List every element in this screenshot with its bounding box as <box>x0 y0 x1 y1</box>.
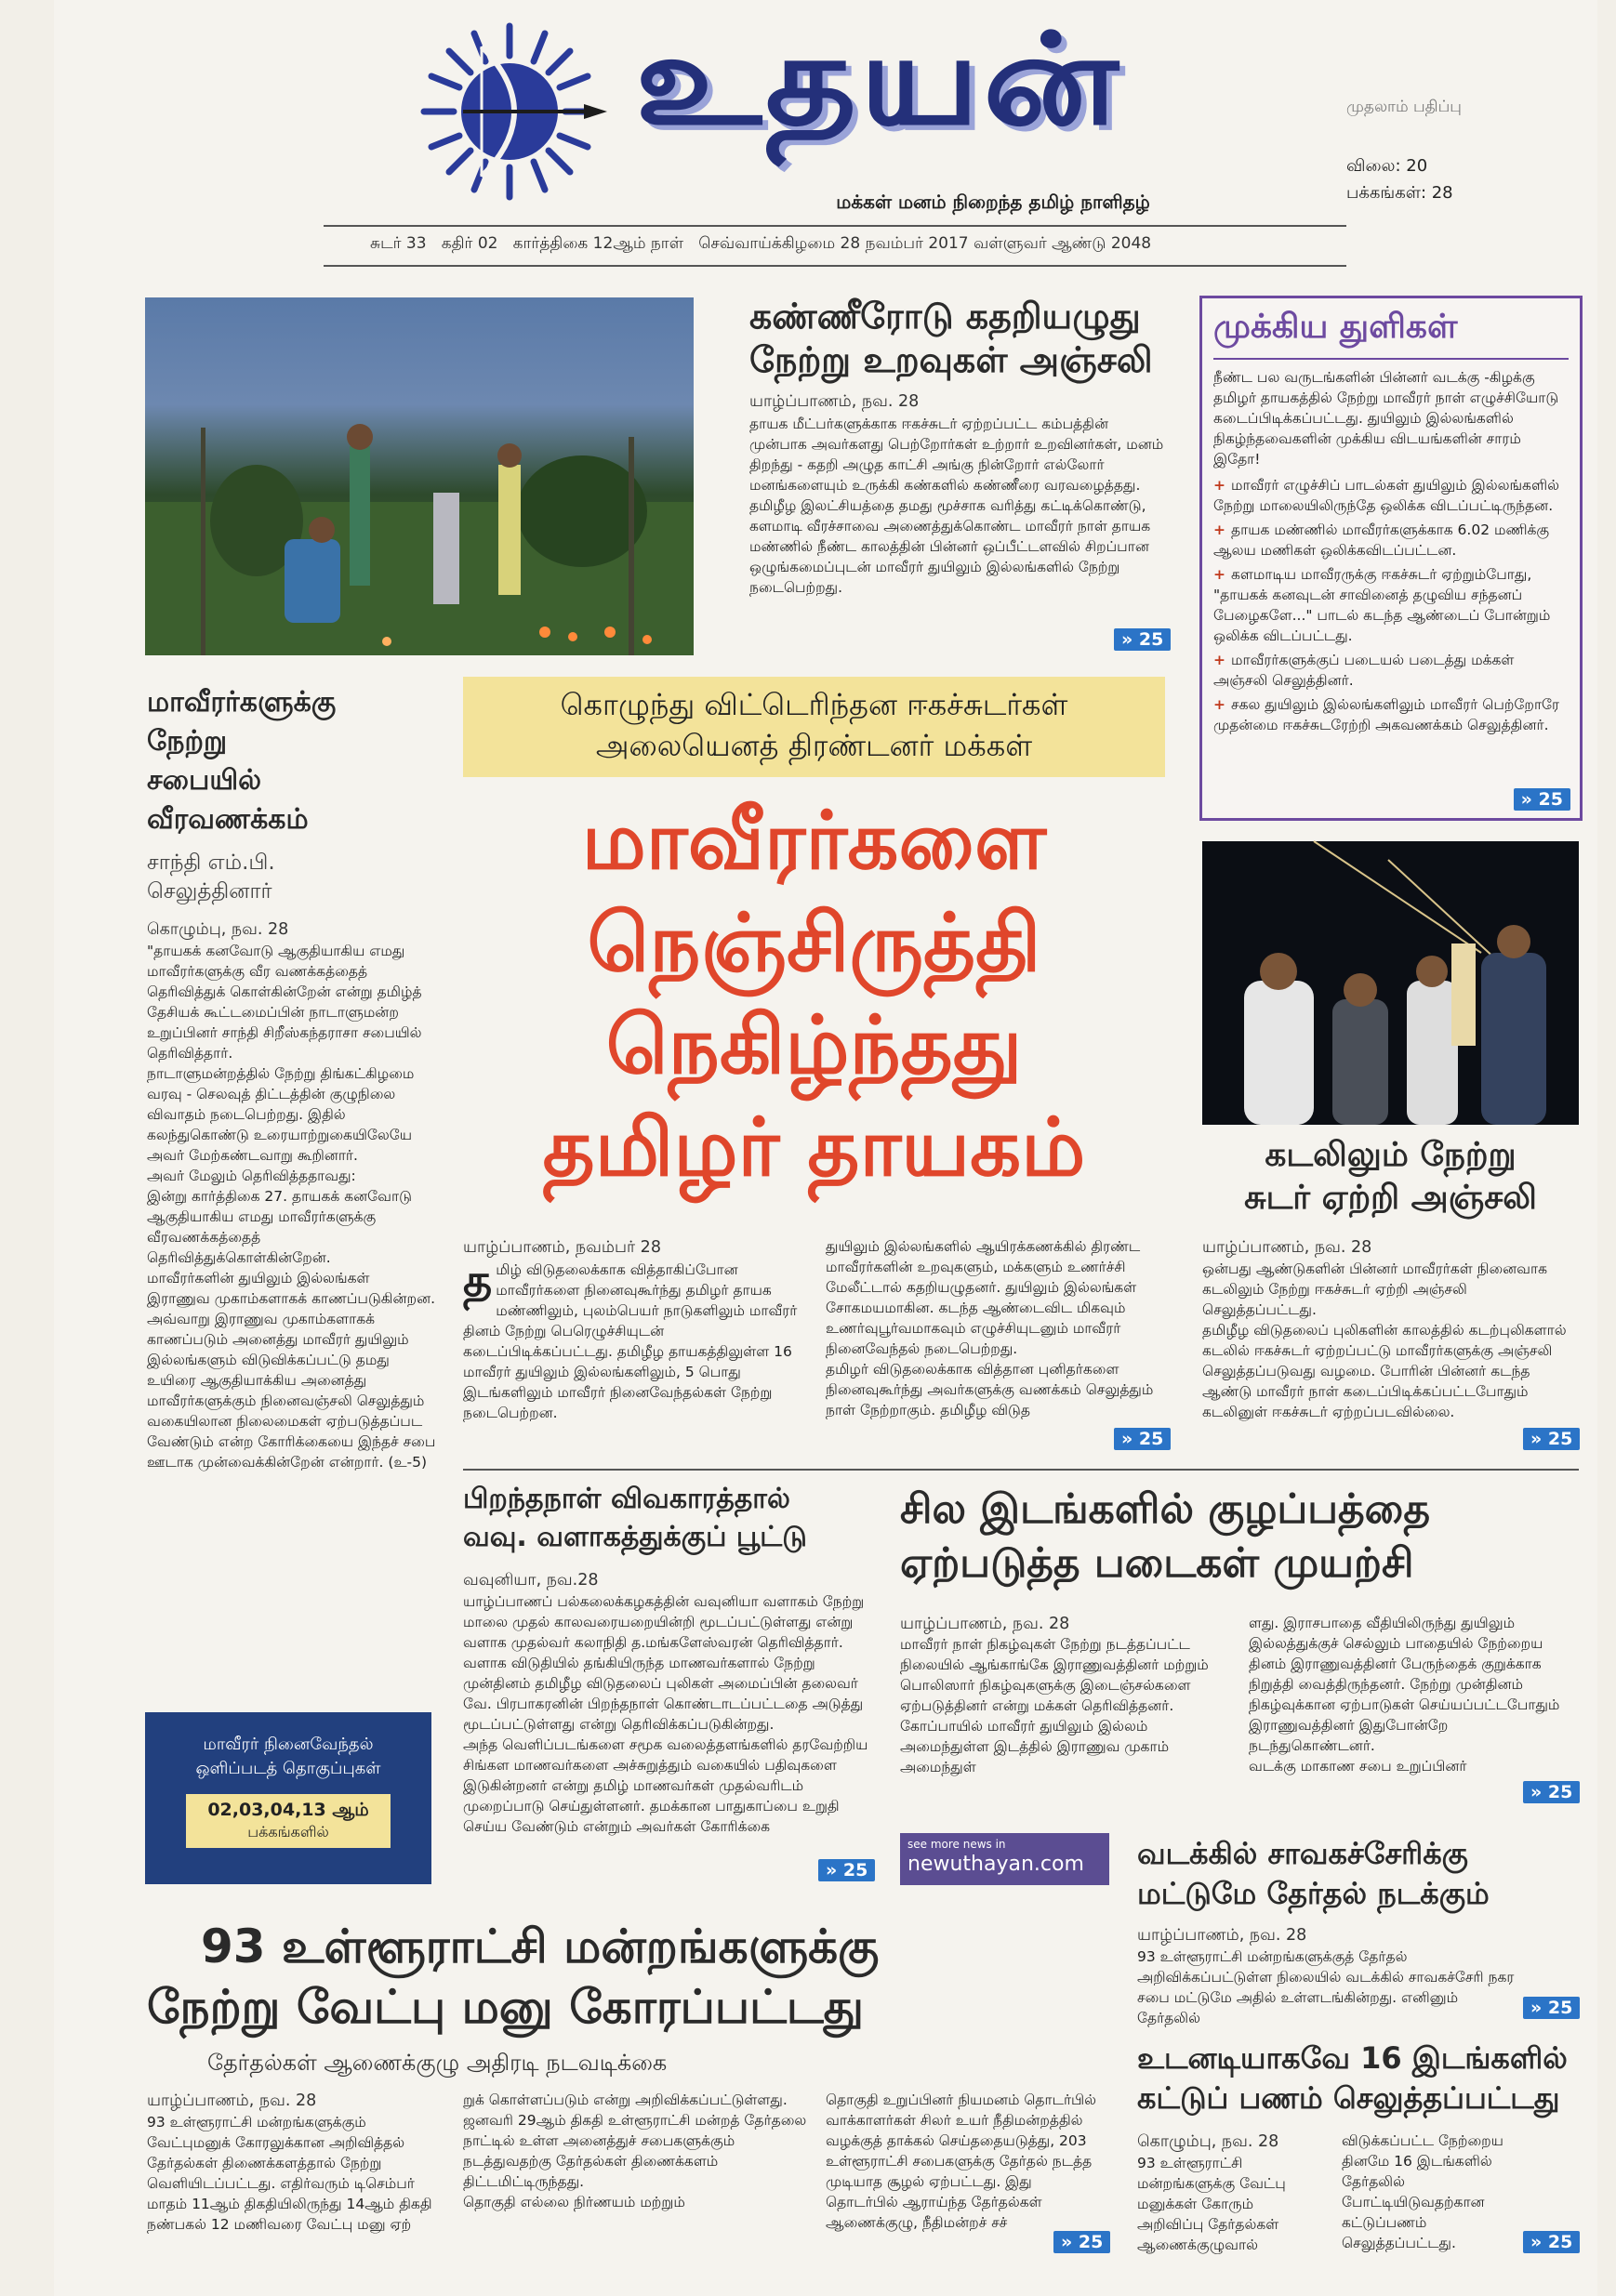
chavakachcheri-headline-1: வடக்கில் சாவகச்சேரிக்கு <box>1137 1836 1468 1871</box>
chavakachcheri-headline-2: மட்டுமே தேர்தல் நடக்கும் <box>1137 1876 1490 1911</box>
election-continued-badge: » 25 <box>1053 2231 1110 2253</box>
story2-body: "தாயகக் கனவோடு ஆகுதியாகிய எமது மாவீரர்களுக்கு வீர வணக்கத்தைத் தெரிவித்துக் கொள்கின்றேன் என்று தமிழ்த் தேசியக் கூட்டமைப்பின் நாடாளுமன்ற உறுப்பினர் சாந்தி சிறீஸ்கந்தராசா சபையில் தெரிவித்தார். நாடாளுமன்றத்தில் நேற்று திங்கட்கிழமை வரவு - செலவுத் திட்டத்தின் குழுநிலை விவாதம் நடைபெற்றது. இதில் கலந்துகொண்டு உரையாற்றுகையிலேயே அவர் மேற்கண்டவாறு கூறினார். அவர் மேலும் தெரிவித்ததாவது: இன்று கார்த்திகை 27. தாயகக் கனவோடு ஆகுதியாகிய எமது மாவீரர்களுக்கு வீரவணக்கத்தைத் தெரிவித்துக்கொள்கின்றேன். மாவீரர்களின் துயிலும் இல்லங்கள் இராணுவ முகாம்களாகக் காணப்படுகின்றன. அவ்வாறு இராணுவ முகாம்களாகக் காணப்படும் அனைத்து மாவீரர் துயிலும் இல்லங்களும் விடுவிக்கப்பட்டு தமது உயிரை ஆகுதியாக்கிய அனைத்து மாவீரர்களுக்கும் நினைவஞ்சலி செலுத்தும் வகையிலான நிலைமைகள் ஏற்படுத்தப்பட வேண்டும் என்ற கோரிக்கையை இந்தச் சபை ஊடாக முன்வைக்கின்றேன் என்றார். (உ-5) <box>147 943 436 1471</box>
story1-dateline: யாழ்ப்பாணம், நவ. 28 <box>749 392 920 411</box>
highlight-item: + மாவீரர் எழுச்சிப் பாடல்கள் துயிலும் இல்லங்களில் நேற்று மாலையிலிருந்தே ஒலிக்க விடப்பட்டிருந்தன. <box>1213 477 1559 514</box>
sea-photo <box>1202 841 1579 1125</box>
masthead-tagline: மக்கள் மனம் நிறைந்த தமிழ் நாளிதழ் <box>836 191 1150 213</box>
story1-headline-2: நேற்று உறவுகள் அஞ்சலி <box>749 339 1153 380</box>
photo-collection-box <box>145 1712 431 1884</box>
story2-headline-1: மாவீரர்களுக்கு <box>147 686 337 719</box>
masthead-rule-bottom <box>324 265 1346 267</box>
tension-headline-2: ஏற்படுத்த படைகள் முயற்சி <box>900 1539 1414 1587</box>
highlight-item: + களமாடிய மாவீரருக்கு ஈகச்சுடர் ஏற்றும்போது, "தாயகக் கனவுடன் சாவினைத் தழுவிய சந்தனப் பேழைகளே..." பாடல் கடந்த ஆண்டைப் போன்றும் ஒலிக்க விடப்பட்டது. <box>1213 566 1551 644</box>
story2-headline-3: சபையில் <box>147 764 262 797</box>
section-rule-mid <box>463 1469 1579 1471</box>
main-headline-2: நெஞ்சிருத்தி <box>587 897 1041 990</box>
main-dateline: யாழ்ப்பாணம், நவம்பர் 28 <box>463 1238 661 1257</box>
tension-dateline: யாழ்ப்பாணம், நவ. 28 <box>900 1615 1070 1633</box>
election-col-1: 93 உள்ளூராட்சி மன்றங்களுக்கும் வேட்புமனுக் கோரலுக்கான அறிவித்தல் தேர்தல்கள் திணைக்களத்தால் நேற்று வெளியிடப்பட்டது. எதிர்வரும் டிசெம்பர் மாதம் 11ஆம் திகதியிலிருந்து 14ஆம் திகதி நண்பகல் 12 மணிவரை வேட்பு மனு ஏற் <box>147 2114 432 2233</box>
story1-body: தாயக மீட்பர்களுக்காக ஈகச்சுடர் ஏற்றப்பட்ட கம்பத்தின் முன்பாக அவர்களது பெற்றோர்கள் உற்றார் உறவினர்கள், மனம் திறந்து - கதறி அழுத காட்சி அங்கு நின்றோர் எல்லோர் மனங்களையும் உருக்கி கண்களில் கண்ணீரை வரவழைத்தது. தமிழீழ இலட்சியத்தை தமது மூச்சாக வரித்து கட்டிக்கொண்டு, களமாடி வீரச்சாவை அணைத்துக்கொண்ட மாவீரர் நாள் தாயக மண்ணில் நீண்ட காலத்தின் பின்னர் ஒப்பீட்டளவில் சிறப்பான ஒழுங்கமைப்புடன் மாவீரர் துயிலும் இல்லங்களில் நேற்று நடைபெற்றது. <box>749 416 1164 596</box>
tension-col-1: மாவீரர் நாள் நிகழ்வுகள் நேற்று நடத்தப்பட்ட நிலையில் ஆங்காங்கே இராணுவத்தினர் மற்றும் பொலிஸார் நிகழ்வுகளுக்கு இடைஞ்சல்களை ஏற்படுத்தினர் என்று மக்கள் தெரிவித்தனர். கோப்பாயில் மாவீரர் துயிலும் இல்லம் அமைந்துள்ள இடத்தில் இராணுவ முகாம் அமைந்துள் <box>900 1636 1209 1775</box>
deposit-continued-badge: » 25 <box>1523 2231 1580 2253</box>
deposit-col-2: விடுக்கப்பட்ட நேற்றைய தினமே 16 இடங்களில் தேர்தலில் போட்டியிடுவதற்கான கட்டுப்பணம் செலுத்தப்பட்டது. <box>1342 2132 1503 2251</box>
forward-arrows-icon: » <box>1530 1998 1543 2018</box>
chavakachcheri-dateline: யாழ்ப்பாணம், நவ. 28 <box>1137 1926 1307 1945</box>
main-kicker-line-1: கொழுந்து விட்டெரிந்தன ஈகச்சுடர்கள் <box>560 687 1068 722</box>
main-kicker-line-2: அலையெனத் திரண்டனர் மக்கள் <box>595 728 1033 763</box>
highlights-title: முக்கிய துளிகள் <box>1213 308 1569 360</box>
deposit-headline-1: உடனடியாகவே 16 இடங்களில் <box>1137 2040 1568 2076</box>
main-col-2: துயிலும் இல்லங்களில் ஆயிரக்கணக்கில் திரண்ட மாவீரர்களின் உறவுகளும், மக்களும் உணர்ச்சி மேலீட்டால் கதறியழுதனர். துயிலும் இல்லங்கள் சோகமயமாகின. கடந்த ஆண்டைவிட மிகவும் உணர்வுபூர்வமாகவும் எழுச்சியுடனும் மாவீரர் நினைவேந்தல் நடைபெற்றது. தமிழர் விடுதலைக்காக வித்தான புனிதர்களை நினைவுகூர்ந்து அவர்களுக்கு வணக்கம் செலுத்தும் நாள் நேற்றாகும். தமிழீழ விடுத <box>826 1238 1154 1419</box>
sea-continued-badge: » 25 <box>1523 1428 1580 1450</box>
deposit-dateline: கொழும்பு, நவ. 28 <box>1137 2132 1279 2151</box>
birthday-headline-1: பிறந்தநாள் விவகாரத்தால் <box>463 1483 790 1515</box>
tension-col-2: ளது. இராசபாதை வீதியிலிருந்து துயிலும் இல்லத்துக்குச் செல்லும் பாதையில் நேற்றைய தினம் இராணுவத்தினர் பேருந்தைக் குறுக்காக நிறுத்தி வைத்திருந்தனர். நேற்று முன்தினம் நிகழ்வுக்கான ஏற்பாடுகள் செய்யப்பட்டபோதும் இராணுவத்தினர் இதுபோன்றே நடந்துகொண்டனர். வடக்கு மாகாண சபை உறுப்பினர் <box>1249 1615 1560 1775</box>
main-kicker <box>463 677 1165 777</box>
highlights-continued-badge: » 25 <box>1514 788 1570 811</box>
sea-dateline: யாழ்ப்பாணம், நவ. 28 <box>1202 1238 1372 1257</box>
main-dropcap: த <box>463 1255 493 1307</box>
main-headline-4: தமிழர் தாயகம் <box>542 1102 1086 1194</box>
election-headline-2: நேற்று வேட்பு மனு கோரப்பட்டது <box>147 1980 865 2034</box>
election-col-3: தொகுதி உறுப்பினர் நியமனம் தொடர்பில் வாக்காளர்கள் சிலர் உயர் நீதிமன்றத்தில் வழக்குத் தாக்கல் செய்ததையடுத்து, 203 உள்ளூராட்சி சபைகளுக்கு தேர்தல் நடத்த முடியாத சூழல் ஏற்பட்டது. இது தொடர்பில் ஆராய்ந்த தேர்தல்கள் ஆணைக்குழு, நீதிமன்றச் சச் <box>826 2091 1097 2231</box>
forward-arrows-icon: » <box>1530 2232 1543 2252</box>
forward-arrows-icon: » <box>1530 1782 1543 1802</box>
birthday-dateline: வவுனியா, நவ.28 <box>463 1571 599 1590</box>
sun-emblem <box>407 19 612 205</box>
photo-box-pages: 02,03,04,13 ஆம் பக்கங்களில் <box>186 1794 391 1848</box>
highlight-item: + தாயக மண்ணில் மாவீரர்களுக்காக 6.02 மணிக்கு ஆலய மணிகள் ஒலிக்கவிடப்பட்டன. <box>1213 521 1550 559</box>
main-col-1 <box>463 1255 802 1459</box>
sun-bow-icon <box>407 19 612 205</box>
story2-headline-4: வீரவணக்கம் <box>147 803 309 836</box>
main-headline-3: நெகிழ்ந்தது <box>605 999 1023 1092</box>
birthday-headline-2: வவு. வளாகத்துக்குப் பூட்டு <box>463 1521 807 1553</box>
deposit-headline-2: கட்டுப் பணம் செலுத்தப்பட்டது <box>1137 2080 1560 2116</box>
main-col-1-text: மிழ் விடுதலைக்காக வித்தாகிப்போன மாவீரர்களை நினைவுகூர்ந்து தமிழர் தாயக மண்ணிலும், புலம்பெயர் நாடுகளிலும் மாவீரர் தினம் நேற்று பெரெழுச்சியுடன் கடைப்பிடிக்கப்பட்டது. தமிழீழ தாயகத்திலுள்ள 16 மாவீரர் துயிலும் இல்லங்களிலும், 5 பொது இடங்களிலும் மாவீரர் நினைவேந்தல்கள் நேற்று நடைபெற்றன. <box>463 1261 798 1421</box>
story2-subhead-2: செலுத்தினார் <box>147 879 272 904</box>
web-promo-url[interactable]: newuthayan.com <box>907 1853 1084 1876</box>
sea-headline-1: கடலிலும் நேற்று <box>1265 1136 1517 1174</box>
newspaper-page <box>54 0 1597 2296</box>
tension-headline-1: சில இடங்களில் குழப்பத்தை <box>900 1485 1430 1533</box>
tension-continued-badge: » 25 <box>1523 1781 1580 1803</box>
story2-headline-2: நேற்று <box>147 725 228 758</box>
election-headline-1: 93 உள்ளூராட்சி மன்றங்களுக்கு <box>201 1920 880 1973</box>
web-promo[interactable] <box>900 1833 1109 1885</box>
story1-continued-badge: » 25 <box>1114 628 1171 651</box>
story1-headline-1: கண்ணீரோடு கதறியழுது <box>749 296 1141 336</box>
mourners-image <box>145 297 694 655</box>
election-col-2: றுக் கொள்ளப்படும் என்று அறிவிக்கப்பட்டுள்ளது. ஜனவரி 29ஆம் திகதி உள்ளூராட்சி மன்றத் தேர்தலை நாட்டில் உள்ள அனைத்துச் சபைகளுக்கும் நடத்துவதற்கு தேர்தல்கள் திணைக்களம் திட்டமிட்டிருந்தது. தொகுதி எல்லை நிர்ணயம் மற்றும் <box>463 2091 807 2210</box>
highlight-item: + சகல துயிலும் இல்லங்களிலும் மாவீரர் பெற்றோரே முதன்மை ஈகச்சுடரேற்றி அகவணக்கம் செலுத்தினர். <box>1213 696 1560 733</box>
birthday-body: யாழ்ப்பாணப் பல்கலைக்கழகத்தின் வவுனியா வளாகம் நேற்று மாலை முதல் காலவரையறையின்றி மூடப்பட்டுள்ளது என்று வளாக முதல்வர் கலாநிதி த.மங்களேஸ்வரன் தெரிவித்தார். வளாக விடுதியில் தங்கியிருந்த மாணவர்களால் நேற்று முன்தினம் தமிழீழ விடுதலைப் புலிகள் அமைப்பின் தலைவர் வே. பிரபாகரனின் பிறந்தநாள் கொண்டாடப்பட்டதை அடுத்து மூடப்பட்டுள்ளது என்று தெரிவிக்கப்படுகின்றது. அந்த வெளிப்படங்களை சமூக வலைத்தளங்களில் தரவேற்றிய சிங்கள மாணவர்களை அச்சுறுத்தும் வகையில் பதிவுகளை இடுகின்றனர் என்று தமிழ் மாணவர்கள் முதல்வரிடம் முறைப்பாடு செய்துள்ளனர். தமக்கான பாதுகாப்பை உறுதி செய்ய வேண்டும் என்றும் அவர்கள் கோரிக்கை <box>463 1593 868 1835</box>
election-dateline: யாழ்ப்பாணம், நவ. 28 <box>147 2091 317 2110</box>
birthday-continued-badge: » 25 <box>818 1859 875 1881</box>
main-continued-badge: » 25 <box>1114 1428 1171 1450</box>
highlight-item: + மாவீரர்களுக்குப் படையல் படைத்து மக்கள் அஞ்சலி செலுத்தினர். <box>1213 652 1515 689</box>
forward-arrows-icon: » <box>826 1860 838 1880</box>
masthead-title: உதயன் <box>635 7 1122 153</box>
highlights-intro: நீண்ட பல வருடங்களின் பின்னர் வடக்கு -கிழக்கு தமிழர் தாயகத்தில் நேற்று மாவீரர் நாள் எழுச்சியோடு கடைப்பிடிக்கப்பட்டது. துயிலும் இல்லங்களில் நிகழ்ந்தவைகளின் முக்கிய விடயங்களின் சாரம் இதோ! <box>1213 369 1559 468</box>
price-label: விலை: 20 <box>1346 156 1428 176</box>
forward-arrows-icon: » <box>1061 2232 1073 2252</box>
night-tribute-image <box>1202 841 1579 1125</box>
masthead-rule-top <box>324 225 1346 227</box>
web-promo-label: see more news in <box>907 1838 1006 1851</box>
photo-box-line-1: மாவீரர் நினைவேந்தல் <box>203 1735 374 1754</box>
chavakachcheri-continued-badge: » 25 <box>1523 1997 1580 2019</box>
sea-body: ஒன்பது ஆண்டுகளின் பின்னர் மாவீரர்கள் நினைவாக கடலிலும் நேற்று ஈகச்சுடர் ஏற்றி அஞ்சலி செலுத்தப்பட்டது. தமிழீழ விடுதலைப் புலிகளின் காலத்தில் கடற்புலிகளால் கடலில் ஈகச்சுடர் ஏற்றப்பட்டு மாவீரர்களுக்கு அஞ்சலி செலுத்தப்படுவது வழமை. போரின் பின்னர் கடந்த ஆண்டு மாவீரர் நாள் கடைப்பிடிக்கப்பட்டபோதும் கடலினுள் ஈகச்சுடர் ஏற்றப்படவில்லை. <box>1202 1260 1567 1420</box>
forward-arrows-icon: » <box>1520 789 1532 810</box>
sea-headline-2: சுடர் ஏற்றி அஞ்சலி <box>1244 1179 1537 1217</box>
election-subhead: தேர்தல்கள் ஆணைக்குழு அதிரடி நடவடிக்கை <box>207 2050 668 2076</box>
highlights-box <box>1199 296 1583 821</box>
forward-arrows-icon: » <box>1530 1429 1543 1449</box>
forward-arrows-icon: » <box>1121 1429 1133 1449</box>
deposit-col-1: 93 உள்ளூராட்சி மன்றங்களுக்கு வேட்பு மனுக்கள் கோரும் அறிவிப்பு தேர்தல்கள் ஆணைக்குழுவால் <box>1137 2155 1286 2253</box>
story2-dateline: கொழும்பு, நவ. 28 <box>147 920 289 939</box>
story2-subhead-1: சாந்தி எம்.பி. <box>147 851 275 875</box>
forward-arrows-icon: » <box>1121 629 1133 650</box>
main-headline-1: மாவீரர்களை <box>581 795 1047 888</box>
pages-label: பக்கங்கள்: 28 <box>1346 183 1453 203</box>
chavakachcheri-body: 93 உள்ளூராட்சி மன்றங்களுக்குத் தேர்தல் அறிவிக்கப்பட்டுள்ள நிலையில் வடக்கில் சாவகச்சேரி நகர சபை மட்டுமே அதில் உள்ளடங்கின்றது. எனினும் தேர்தலில் <box>1137 1948 1515 2026</box>
photo-box-line-2: ஒளிப்படத் தொகுப்புகள் <box>195 1759 381 1778</box>
lead-photo <box>145 297 694 655</box>
issue-line: சுடர் 33 கதிர் 02 கார்த்திகை 12ஆம் நாள் செவ்வாய்க்கிழமை 28 நவம்பர் 2017 வள்ளுவர் ஆண்டு 2048 <box>370 234 1152 253</box>
edition-label: முதலாம் பதிப்பு <box>1346 98 1462 116</box>
